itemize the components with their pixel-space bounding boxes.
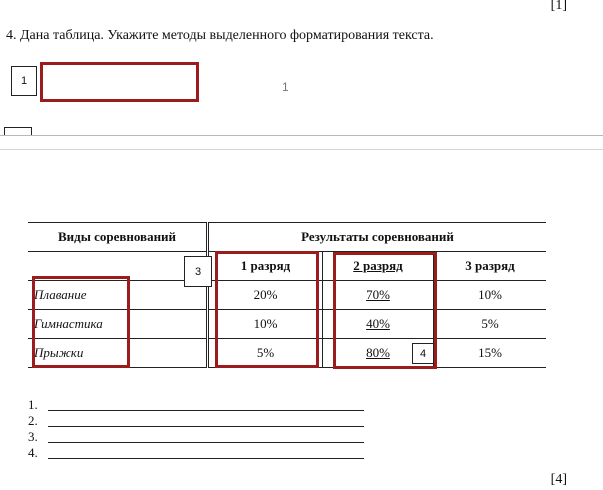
highlight-box-1 [40,62,199,102]
sub-header-rank-3: 3 разряд [434,252,547,281]
rank-2-value: 40% [323,310,434,339]
rank-3-value: 5% [434,310,547,339]
page-divider-bottom [0,149,603,150]
sub-header-rank-2: 2 разряд [323,252,434,281]
rank-1-value: 10% [208,310,323,339]
callout-box-1: 1 [11,66,37,96]
answer-blank[interactable] [48,416,364,427]
rank-1-value: 5% [208,339,323,368]
callout-box-3: 3 [184,256,212,287]
stray-label: 1 [282,80,289,94]
page-divider-top [0,135,603,136]
answer-line [28,445,364,461]
sport-name: Плавание [28,281,208,310]
answer-line [28,413,364,429]
score-mark-bottom: [4] [550,472,567,487]
answer-blank[interactable] [48,400,364,411]
rank-3-value: 15% [434,339,547,368]
rank-2-value: 70% [323,281,434,310]
answer-number: 1. [28,397,38,412]
sport-name: Гимнастика [28,310,208,339]
answer-number: 2. [28,413,38,428]
answer-number: 3. [28,429,38,444]
answer-line [28,397,364,413]
answer-number: 4. [28,445,38,460]
answer-line [28,429,364,445]
sport-name: Прыжки [28,339,208,368]
rank-2-value: 80% [323,339,434,368]
score-mark-top: [1] [550,0,567,13]
rank-1-value: 20% [208,281,323,310]
highlight-box-sports [32,276,130,368]
answer-list [28,397,364,461]
answer-blank[interactable] [48,432,364,443]
question-text: 4. Дана таблица. Укажите методы выделенного форматирования текста. [6,28,434,43]
rank-3-value: 10% [434,281,547,310]
col-header-sport: Виды соревнований [28,223,208,252]
callout-box-4: 4 [412,343,434,364]
highlight-box-rank-1 [215,251,319,368]
answer-blank[interactable] [48,448,364,459]
sub-header-rank-1: 1 разряд [208,252,323,281]
col-header-results: Результаты соревнований [208,223,547,252]
